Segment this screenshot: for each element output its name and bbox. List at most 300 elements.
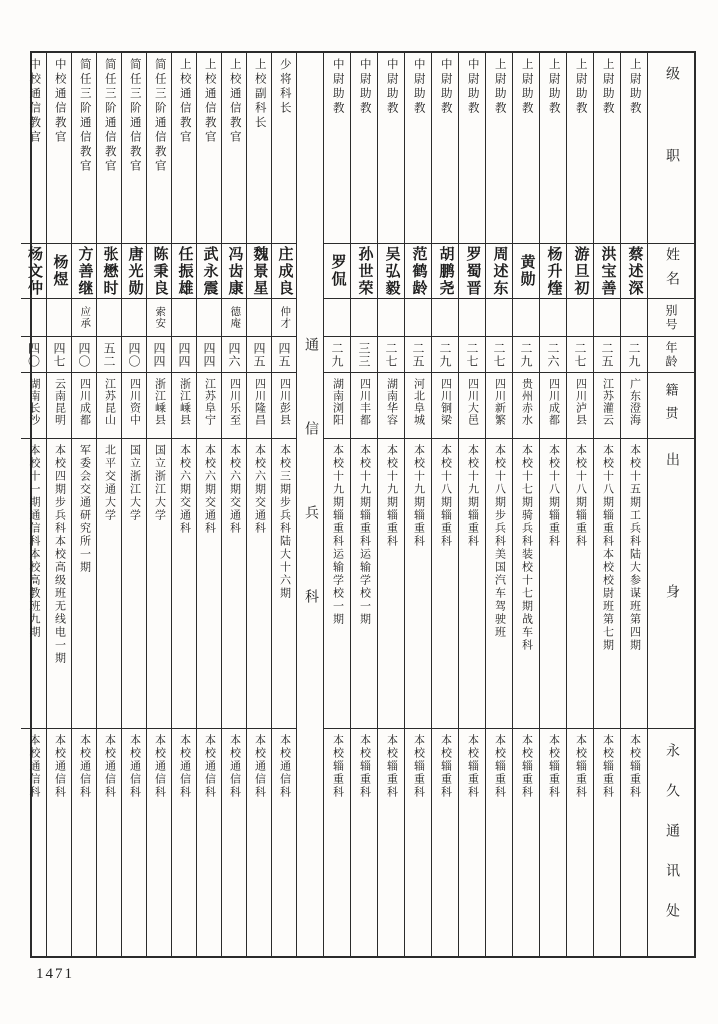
person-column xyxy=(146,53,171,956)
cell-native xyxy=(72,373,96,439)
cell-rank xyxy=(405,53,431,244)
age-text: 四六 xyxy=(227,341,241,368)
rank-text: 中校通信教官 xyxy=(53,58,66,145)
cell-alias xyxy=(72,299,96,337)
origin-text: 本校十九期辎重科 xyxy=(466,444,479,548)
cell-rank xyxy=(222,53,246,244)
header-rank-label: 级职 xyxy=(664,66,679,230)
cell-name xyxy=(324,244,350,299)
age-text: 四四 xyxy=(177,341,191,368)
age-text: 四〇 xyxy=(26,341,41,368)
cell-native xyxy=(197,373,221,439)
native-text: 四川泸县 xyxy=(574,378,587,426)
cell-address xyxy=(172,729,196,956)
cell-rank xyxy=(172,53,196,244)
address-text: 本校通信科 xyxy=(228,734,241,799)
rank-text: 简任三阶通信教官 xyxy=(78,58,91,174)
cell-rank xyxy=(247,53,271,244)
cell-rank xyxy=(351,53,377,244)
cell-native xyxy=(47,373,71,439)
age-text: 二五 xyxy=(600,341,614,368)
cell-rank xyxy=(197,53,221,244)
person-column xyxy=(404,53,431,956)
age-text: 二六 xyxy=(546,341,560,368)
cell-rank xyxy=(272,53,296,244)
person-column xyxy=(350,53,377,956)
native-text: 广东澄海 xyxy=(628,378,641,426)
cell-native xyxy=(122,373,146,439)
cell-native xyxy=(21,373,46,439)
native-text: 湖南华容 xyxy=(385,378,398,426)
cell-address xyxy=(72,729,96,956)
cell-address xyxy=(594,729,620,956)
cell-origin xyxy=(486,439,512,729)
cell-name xyxy=(432,244,458,299)
native-text: 浙江嵊县 xyxy=(153,378,166,426)
cell-address xyxy=(459,729,485,956)
name-text: 杨文仲 xyxy=(26,245,42,297)
name-text: 范鹤龄 xyxy=(410,245,427,297)
cell-age xyxy=(594,337,620,373)
name-text: 罗侃 xyxy=(329,254,346,288)
cell-address xyxy=(324,729,350,956)
cell-rank xyxy=(72,53,96,244)
header-alias-label: 别号 xyxy=(664,303,678,332)
rank-text: 上尉助教 xyxy=(628,58,641,116)
cell-address xyxy=(432,729,458,956)
cell-alias xyxy=(247,299,271,337)
name-text: 罗蜀晋 xyxy=(464,245,481,297)
cell-origin xyxy=(405,439,431,729)
address-text: 本校通信科 xyxy=(278,734,291,799)
cell-origin xyxy=(122,439,146,729)
origin-text: 军委会交通研究所一期 xyxy=(78,444,91,574)
native-text: 四川大邑 xyxy=(466,378,479,426)
origin-text: 本校十八期辎重科 xyxy=(547,444,560,548)
cell-origin xyxy=(513,439,539,729)
cell-origin xyxy=(222,439,246,729)
cell-name xyxy=(197,244,221,299)
cell-age xyxy=(247,337,271,373)
address-text: 本校辎重科 xyxy=(493,734,506,799)
cell-alias xyxy=(459,299,485,337)
header-name-label: 姓名 xyxy=(664,247,679,295)
cell-origin xyxy=(147,439,171,729)
name-text: 杨升煃 xyxy=(545,245,562,297)
person-column xyxy=(485,53,512,956)
cell-name xyxy=(222,244,246,299)
section-divider-cell xyxy=(297,53,323,956)
cell-name xyxy=(594,244,620,299)
person-column xyxy=(620,53,647,956)
cell-rank xyxy=(97,53,121,244)
cell-native xyxy=(459,373,485,439)
age-text: 四四 xyxy=(152,341,166,368)
cell-alias xyxy=(405,299,431,337)
cell-age xyxy=(122,337,146,373)
origin-text: 本校十七期骑兵科装校十七期战车科 xyxy=(520,444,533,652)
cell-name xyxy=(351,244,377,299)
age-text: 四〇 xyxy=(127,341,141,368)
cell-rank xyxy=(540,53,566,244)
section-divider-label: 通信兵科 xyxy=(303,336,318,673)
name-text: 洪宝善 xyxy=(599,245,616,297)
cell-name xyxy=(459,244,485,299)
person-column xyxy=(512,53,539,956)
cell-address xyxy=(405,729,431,956)
cell-age xyxy=(567,337,593,373)
person-column xyxy=(539,53,566,956)
address-text: 本校通信科 xyxy=(253,734,266,799)
cell-address xyxy=(197,729,221,956)
origin-text: 国立浙江大学 xyxy=(153,444,166,522)
cell-alias xyxy=(272,299,296,337)
cell-origin xyxy=(567,439,593,729)
person-column xyxy=(46,53,71,956)
rank-text: 上尉助教 xyxy=(520,58,533,116)
cell-origin xyxy=(47,439,71,729)
cell-native xyxy=(621,373,647,439)
cell-rank xyxy=(122,53,146,244)
rank-text: 上校副科长 xyxy=(253,58,266,131)
cell-age xyxy=(540,337,566,373)
cell-alias xyxy=(621,299,647,337)
native-text: 贵州赤水 xyxy=(520,378,533,426)
name-text: 魏景星 xyxy=(251,245,268,297)
cell-name xyxy=(513,244,539,299)
age-text: 二九 xyxy=(627,341,641,368)
name-text: 吴弘毅 xyxy=(383,245,400,297)
cell-name xyxy=(540,244,566,299)
native-text: 四川新繁 xyxy=(493,378,506,426)
age-text: 四七 xyxy=(52,341,66,368)
name-text: 任振雄 xyxy=(176,245,193,297)
cell-age xyxy=(172,337,196,373)
age-text: 三三 xyxy=(357,341,371,368)
header-age-label: 年龄 xyxy=(664,340,678,369)
header-address-label: 永久通讯处 xyxy=(664,742,679,943)
cell-rank xyxy=(567,53,593,244)
cell-age xyxy=(324,337,350,373)
cell-age xyxy=(459,337,485,373)
cell-origin xyxy=(432,439,458,729)
cell-age xyxy=(72,337,96,373)
rank-text: 中尉助教 xyxy=(331,58,344,116)
rank-text: 简任三阶通信教官 xyxy=(103,58,116,174)
cell-age xyxy=(621,337,647,373)
origin-text: 本校四期步兵科本校高级班无线电一期 xyxy=(53,444,66,665)
header-name xyxy=(648,244,694,299)
person-column xyxy=(21,53,46,956)
cell-native xyxy=(172,373,196,439)
person-column xyxy=(96,53,121,956)
name-text: 孙世荣 xyxy=(356,245,373,297)
cell-age xyxy=(432,337,458,373)
cell-origin xyxy=(351,439,377,729)
cell-name xyxy=(247,244,271,299)
cell-native xyxy=(486,373,512,439)
header-rank xyxy=(648,53,694,244)
rank-text: 上校通信教官 xyxy=(203,58,216,145)
cell-native xyxy=(594,373,620,439)
origin-text: 国立浙江大学 xyxy=(128,444,141,522)
person-column xyxy=(458,53,485,956)
age-text: 四四 xyxy=(202,341,216,368)
address-text: 本校辎重科 xyxy=(439,734,452,799)
cell-alias xyxy=(324,299,350,337)
cell-name xyxy=(97,244,121,299)
cell-address xyxy=(21,729,46,956)
person-column xyxy=(271,53,296,956)
cell-address xyxy=(97,729,121,956)
cell-alias xyxy=(122,299,146,337)
origin-text: 本校十一期通信科本校高教班九期 xyxy=(28,444,40,639)
cell-age xyxy=(405,337,431,373)
cell-origin xyxy=(21,439,46,729)
origin-text: 本校六期交通科 xyxy=(203,444,216,535)
rank-text: 中尉助教 xyxy=(439,58,452,116)
cell-name xyxy=(621,244,647,299)
cell-origin xyxy=(324,439,350,729)
cell-age xyxy=(486,337,512,373)
person-column xyxy=(121,53,146,956)
cell-alias xyxy=(378,299,404,337)
rank-text: 简任三阶通信教官 xyxy=(128,58,141,174)
origin-text: 本校六期交通科 xyxy=(178,444,191,535)
cell-origin xyxy=(97,439,121,729)
address-text: 本校通信科 xyxy=(53,734,66,799)
cell-alias xyxy=(513,299,539,337)
cell-rank xyxy=(432,53,458,244)
native-text: 江苏阜宁 xyxy=(203,378,216,426)
cell-rank xyxy=(324,53,350,244)
cell-native xyxy=(147,373,171,439)
name-text: 杨煜 xyxy=(51,254,68,288)
address-text: 本校通信科 xyxy=(103,734,116,799)
cell-rank xyxy=(513,53,539,244)
address-text: 本校通信科 xyxy=(128,734,141,799)
cell-native xyxy=(272,373,296,439)
header-native xyxy=(648,373,694,439)
address-text: 本校辎重科 xyxy=(520,734,533,799)
address-text: 本校辎重科 xyxy=(358,734,371,799)
origin-text: 本校十八期步兵科美国汽车驾驶班 xyxy=(493,444,506,639)
cell-origin xyxy=(172,439,196,729)
native-text: 湖南长沙 xyxy=(28,378,40,426)
native-text: 河北阜城 xyxy=(412,378,425,426)
age-text: 二七 xyxy=(492,341,506,368)
origin-text: 本校十九期辎重科运输学校一期 xyxy=(358,444,371,626)
person-column xyxy=(221,53,246,956)
native-text: 四川成都 xyxy=(78,378,91,426)
alias-text: 应承 xyxy=(79,306,91,329)
cell-native xyxy=(247,373,271,439)
cell-alias xyxy=(432,299,458,337)
address-text: 本校通信科 xyxy=(28,734,40,799)
address-text: 本校通信科 xyxy=(153,734,166,799)
cell-alias xyxy=(567,299,593,337)
cell-address xyxy=(351,729,377,956)
cell-origin xyxy=(594,439,620,729)
cell-rank xyxy=(21,53,46,244)
alias-text: 德庵 xyxy=(229,306,241,329)
rank-text: 上尉助教 xyxy=(574,58,587,116)
origin-text: 本校十九期辎重科 xyxy=(385,444,398,548)
name-text: 黄勋 xyxy=(518,254,535,288)
person-column xyxy=(323,53,350,956)
cell-native xyxy=(513,373,539,439)
address-text: 本校辎重科 xyxy=(574,734,587,799)
name-text: 陈秉良 xyxy=(151,245,168,297)
cell-name xyxy=(47,244,71,299)
cell-alias xyxy=(486,299,512,337)
rank-text: 上尉助教 xyxy=(601,58,614,116)
rank-text: 少将科长 xyxy=(278,58,291,116)
cell-origin xyxy=(540,439,566,729)
cell-alias xyxy=(172,299,196,337)
person-column xyxy=(566,53,593,956)
cell-origin xyxy=(247,439,271,729)
header-alias xyxy=(648,299,694,337)
cell-alias xyxy=(97,299,121,337)
cell-address xyxy=(621,729,647,956)
cell-age xyxy=(147,337,171,373)
rank-text: 上尉助教 xyxy=(547,58,560,116)
origin-text: 本校六期交通科 xyxy=(253,444,266,535)
native-text: 四川铜梁 xyxy=(439,378,452,426)
native-text: 四川乐至 xyxy=(228,378,241,426)
person-column xyxy=(196,53,221,956)
rank-text: 中尉助教 xyxy=(466,58,479,116)
person-column xyxy=(71,53,96,956)
age-text: 四〇 xyxy=(77,341,91,368)
name-text: 周述东 xyxy=(491,245,508,297)
address-text: 本校辎重科 xyxy=(547,734,560,799)
cell-alias xyxy=(540,299,566,337)
address-text: 本校辎重科 xyxy=(466,734,479,799)
cell-name xyxy=(405,244,431,299)
origin-text: 本校十八期辎重科本校校尉班第七期 xyxy=(601,444,614,652)
age-text: 二七 xyxy=(573,341,587,368)
cell-rank xyxy=(47,53,71,244)
cell-name xyxy=(122,244,146,299)
native-text: 四川成都 xyxy=(547,378,560,426)
name-text: 武永震 xyxy=(201,245,218,297)
cell-address xyxy=(540,729,566,956)
address-text: 本校辎重科 xyxy=(412,734,425,799)
age-text: 二五 xyxy=(411,341,425,368)
address-text: 本校通信科 xyxy=(203,734,216,799)
native-text: 湖南浏阳 xyxy=(331,378,344,426)
address-text: 本校通信科 xyxy=(78,734,91,799)
cell-alias xyxy=(594,299,620,337)
native-text: 江苏灌云 xyxy=(601,378,614,426)
name-text: 庄成良 xyxy=(276,245,293,297)
cell-origin xyxy=(72,439,96,729)
origin-text: 本校十五期工兵科陆大参谋班第四期 xyxy=(628,444,641,652)
address-text: 本校通信科 xyxy=(178,734,191,799)
cell-native xyxy=(97,373,121,439)
name-text: 方善继 xyxy=(76,245,93,297)
cell-rank xyxy=(147,53,171,244)
cell-address xyxy=(486,729,512,956)
cell-name xyxy=(567,244,593,299)
origin-text: 本校十九期辎重科运输学校一期 xyxy=(331,444,344,626)
rank-text: 中校通信教官 xyxy=(28,58,41,145)
cell-name xyxy=(72,244,96,299)
cell-rank xyxy=(621,53,647,244)
cell-native xyxy=(540,373,566,439)
age-text: 四五 xyxy=(277,341,291,368)
cell-name xyxy=(172,244,196,299)
origin-text: 本校三期步兵科陆大十六期 xyxy=(278,444,291,600)
age-text: 二七 xyxy=(384,341,398,368)
page-number: 1471 xyxy=(36,966,74,982)
header-address xyxy=(648,729,694,956)
age-text: 二七 xyxy=(465,341,479,368)
rank-text: 上校通信教官 xyxy=(178,58,191,145)
cell-name xyxy=(272,244,296,299)
origin-text: 本校十八期辎重科 xyxy=(574,444,587,548)
address-text: 本校辎重科 xyxy=(385,734,398,799)
age-text: 四五 xyxy=(252,341,266,368)
cell-native xyxy=(351,373,377,439)
cell-origin xyxy=(272,439,296,729)
header-origin xyxy=(648,439,694,729)
cell-address xyxy=(247,729,271,956)
cell-origin xyxy=(378,439,404,729)
cell-alias xyxy=(47,299,71,337)
cell-rank xyxy=(378,53,404,244)
person-column xyxy=(593,53,620,956)
native-text: 四川丰都 xyxy=(358,378,371,426)
origin-text: 本校六期交通科 xyxy=(228,444,241,535)
cell-age xyxy=(378,337,404,373)
native-text: 四川资中 xyxy=(128,378,141,426)
cell-origin xyxy=(197,439,221,729)
header-native-label: 籍贯 xyxy=(663,382,679,429)
person-column xyxy=(377,53,404,956)
name-text: 张懋时 xyxy=(101,245,118,297)
name-text: 胡鹏尧 xyxy=(437,245,454,297)
native-text: 云南昆明 xyxy=(53,378,66,426)
name-text: 蔡述深 xyxy=(626,245,643,297)
cell-origin xyxy=(459,439,485,729)
cell-address xyxy=(222,729,246,956)
age-text: 五二 xyxy=(102,341,116,368)
cell-address xyxy=(47,729,71,956)
age-text: 二九 xyxy=(519,341,533,368)
cell-alias xyxy=(197,299,221,337)
native-text: 江苏昆山 xyxy=(103,378,116,426)
header-age xyxy=(648,337,694,373)
cell-rank xyxy=(459,53,485,244)
cell-address xyxy=(567,729,593,956)
rank-text: 中尉助教 xyxy=(412,58,425,116)
cell-native xyxy=(567,373,593,439)
name-text: 冯齿康 xyxy=(226,245,243,297)
header-origin-label: 出身 xyxy=(664,451,679,716)
age-text: 二九 xyxy=(330,341,344,368)
age-text: 二九 xyxy=(438,341,452,368)
address-text: 本校辎重科 xyxy=(331,734,344,799)
cell-address xyxy=(272,729,296,956)
native-text: 四川隆昌 xyxy=(253,378,266,426)
section-divider-column xyxy=(296,53,323,956)
name-text: 游旦初 xyxy=(572,245,589,297)
address-text: 本校辎重科 xyxy=(601,734,614,799)
cell-alias xyxy=(21,299,46,337)
